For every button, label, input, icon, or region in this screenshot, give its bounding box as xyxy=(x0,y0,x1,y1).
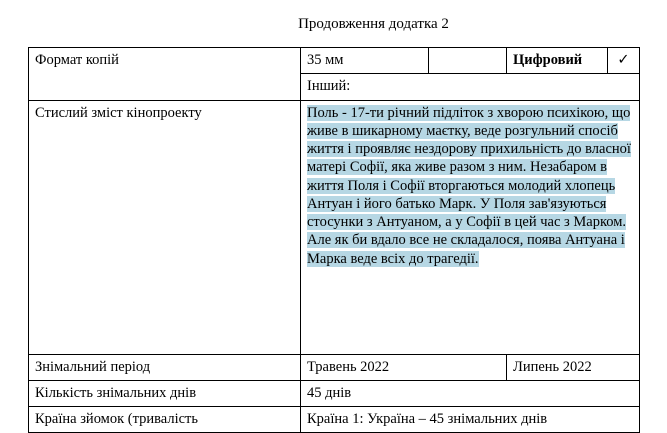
summary-value-cell xyxy=(301,100,640,354)
summary-text-part1: Поль - 17 xyxy=(307,104,365,121)
format-value-empty xyxy=(429,48,507,74)
shooting-days-label: Кількість знімальних днів xyxy=(29,380,301,406)
project-details-table xyxy=(28,47,640,433)
table-row xyxy=(29,100,640,354)
shooting-period-label: Знімальний період xyxy=(29,354,301,380)
shooting-period-from: Травень 2022 xyxy=(301,354,507,380)
shooting-days-value: 45 днів xyxy=(301,380,640,406)
format-label-cell: Формат копій xyxy=(29,48,301,101)
country-value: Країна 1: Україна – 45 знімальних днів xyxy=(301,407,640,433)
checkmark-icon: ✓ xyxy=(608,48,640,74)
summary-text-part2: -ти річний підліток з хворою психікою, що живе в шикарному маєтку, веде розгульний спосіб життя і проявляє нездорову прихильність до власної матері Софії, яка живе разом з ним. Незабаром в життя Поля і Софії вторгаються молодий хлопець Антуан і його батько Марк. У Поля зав'язуються стосунки з Антуаном, а у Софії в цей час з Марком. Але як би вдало все не складалося, поява Антуана і Марка веде всіх до трагедії. xyxy=(307,104,631,267)
country-label: Країна зйомок (тривалість xyxy=(29,407,301,433)
page-title: Продовження додатка 2 xyxy=(298,16,449,32)
format-value-35mm: 35 мм xyxy=(301,48,429,74)
shooting-period-to: Липень 2022 xyxy=(507,354,640,380)
table-row xyxy=(29,380,640,406)
format-digital-label: Цифровий xyxy=(507,48,608,74)
format-other-label: Інший: xyxy=(301,74,640,100)
summary-label-cell: Стислий зміст кінопроекту xyxy=(29,100,301,354)
table-row xyxy=(29,354,640,380)
table-row xyxy=(29,48,640,74)
